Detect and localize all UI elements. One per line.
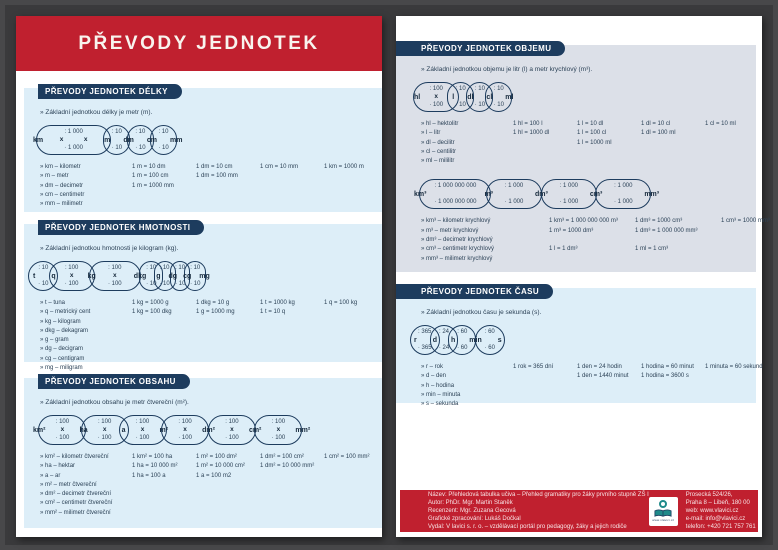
legend-column xyxy=(40,299,132,373)
multiply-factor: · 100 xyxy=(97,435,112,441)
divide-factor: : 10 xyxy=(455,86,466,92)
conversion-bubble xyxy=(595,179,651,209)
unit-label: dm³ xyxy=(535,190,548,198)
equations-column xyxy=(132,299,196,318)
imprint-line: Autor: PhDr. Mgr. Martin Staněk xyxy=(428,499,513,506)
equation: 1 t = 10 q xyxy=(260,309,286,316)
section-header xyxy=(38,220,204,235)
multiply-factor: · 10 xyxy=(135,145,146,151)
equation: 1 dl = 100 ml xyxy=(641,130,676,137)
divide-factor: : 1 000 xyxy=(559,183,579,190)
conversion-diagram xyxy=(414,82,752,112)
equation: 1 den = 24 hodin xyxy=(577,364,622,370)
divide-factor: : 60 xyxy=(484,329,495,335)
equations-column xyxy=(324,163,388,172)
divide-factor: : 100 xyxy=(108,265,122,271)
equation: 1 minuta = 60 sekund xyxy=(705,364,763,370)
conversion-block xyxy=(414,325,763,409)
conversion-bubble xyxy=(541,179,597,209)
unit-label: q xyxy=(51,272,56,280)
legend-item: » mg – miligram xyxy=(40,365,83,372)
equation: 1 l = 1000 ml xyxy=(577,139,612,146)
equation: 1 cm³ = 1000 mm³ xyxy=(721,218,770,225)
legend-item: » r – rok xyxy=(421,364,444,370)
legend-item: » m² – metr čtvereční xyxy=(40,481,97,488)
unit-label: cm² xyxy=(248,426,262,434)
divide-factor: : 10 xyxy=(493,86,504,92)
legend-item: » km² – kilometr čtvereční xyxy=(40,454,109,460)
multiply-factor: · 100 xyxy=(225,435,239,441)
section-header-label: PŘEVODY JEDNOTEK HMOTNOSTI xyxy=(45,223,191,232)
conversion-bubble xyxy=(486,179,542,209)
multiply-factor: · 1 000 xyxy=(504,199,524,206)
divide-factor: : 10 xyxy=(38,265,49,271)
equations-column xyxy=(705,363,769,372)
section-body xyxy=(396,288,763,409)
legend-item: » dm – decimetr xyxy=(40,182,84,189)
section-header xyxy=(396,284,553,299)
conversion-diagram xyxy=(414,179,752,209)
section-header-label: PŘEVODY JEDNOTEK OBJEMU xyxy=(421,44,552,53)
skipped-unit-mark: x xyxy=(83,135,88,143)
contact-line: e-mail: info@vlavici.cz xyxy=(685,516,746,523)
equation: 1 dm³ = 1000 cm³ xyxy=(635,218,683,225)
imprint-line: Název: Přehledová tabulka učiva – Přehled gramatiky pro žáky prvního stupně ZŠ I xyxy=(428,491,649,498)
divide-factor: : 10 xyxy=(146,265,157,271)
legend-column xyxy=(421,363,513,409)
equations-column xyxy=(196,453,260,481)
equations-column xyxy=(260,163,324,172)
skipped-units xyxy=(92,273,138,280)
legend-item: » t – tuna xyxy=(40,300,66,306)
equation: 1 rok = 365 dní xyxy=(513,364,554,370)
divide-factor: : 10 xyxy=(158,129,169,135)
legend-item: » ml – mililitr xyxy=(421,158,455,165)
multiply-factor: · 24 xyxy=(438,345,450,351)
unit-label: cl xyxy=(486,93,493,101)
legend-column xyxy=(40,163,132,209)
imprint-line: Vydal: V lavici s. r. o. – vzdělávací portál pro pedagogy, žáky a jejich rodiče xyxy=(428,524,627,531)
multiply-factor: · 100 xyxy=(429,102,444,108)
legend-item: » km³ – kilometr krychlový xyxy=(421,218,491,225)
equation: 1 km³ = 1 000 000 000 m³ xyxy=(549,218,618,225)
equation: 1 kg = 1000 g xyxy=(132,300,169,306)
unit-label: min xyxy=(469,336,482,344)
unit-label: mm² xyxy=(295,426,311,434)
legend-item: » mm³ – milimetr krychlový xyxy=(421,255,493,262)
equation: 1 dm³ = 1 000 000 mm³ xyxy=(635,227,698,234)
equations-column xyxy=(513,363,577,372)
multiply-factor: · 60 xyxy=(457,345,468,351)
equations-column xyxy=(260,299,324,318)
divide-factor: : 1 000 xyxy=(614,183,633,190)
section-intro: » Základní jednotkou času je sekunda (s). xyxy=(421,309,542,316)
divide-factor: : 365 xyxy=(418,329,432,335)
equation: 1 l = 100 cl xyxy=(577,130,607,137)
legend-item: » m – metr xyxy=(40,173,69,180)
unit-label: km³ xyxy=(414,190,427,198)
unit-label: dkg xyxy=(133,272,147,280)
imprint-line: Grafické zpracování: Lukáš Dočkal xyxy=(428,516,521,523)
equation: 1 dm = 100 mm xyxy=(196,173,238,180)
legend-column xyxy=(40,453,132,518)
skipped-unit-mark: x xyxy=(140,425,145,433)
section-body xyxy=(24,378,382,518)
conversion-diagram xyxy=(33,415,378,445)
conversion-diagram xyxy=(33,125,378,155)
legend-item: » l – litr xyxy=(421,130,441,137)
unit-label: cm³ xyxy=(589,190,603,198)
section-body xyxy=(396,45,770,264)
equations-column xyxy=(260,453,324,472)
divide-factor: : 10 xyxy=(111,129,122,135)
unit-label: hl xyxy=(414,93,421,101)
equation: 1 km² = 100 ha xyxy=(132,454,173,460)
equations-column xyxy=(577,363,641,382)
skipped-unit-mark: x xyxy=(230,425,234,433)
multiply-factor: · 60 xyxy=(484,345,495,351)
legend-item: » dkg – dekagram xyxy=(40,327,89,334)
legend-item: » cm² – centimetr čtvereční xyxy=(40,500,113,507)
legend-item: » kg – kilogram xyxy=(40,318,81,325)
multiply-factor: · 100 xyxy=(178,435,192,441)
conversion-bubble xyxy=(419,179,494,209)
legend-item: » s – sekunda xyxy=(421,401,459,408)
skipped-units xyxy=(41,427,83,434)
equation: 1 m² = 100 dm² xyxy=(196,454,237,460)
skipped-units xyxy=(39,135,111,144)
title-banner xyxy=(16,16,382,71)
equation: 1 m = 1000 mm xyxy=(132,182,174,189)
equation: 1 ha = 10 000 m² xyxy=(132,463,178,470)
equation: 1 hodina = 3600 s xyxy=(641,373,689,380)
skipped-units xyxy=(52,273,92,280)
equation: 1 m = 100 cm xyxy=(132,173,169,180)
multiply-factor: · 365 xyxy=(417,345,432,351)
unit-label: mm³ xyxy=(644,190,660,198)
skipped-unit-mark: x xyxy=(112,271,117,279)
legend-item: » cg – centigram xyxy=(40,355,85,362)
equation: 1 dm = 10 cm xyxy=(196,164,233,170)
equation: 1 hl = 1000 dl xyxy=(513,130,550,137)
multiply-factor: · 10 xyxy=(146,281,157,287)
unit-label: cg xyxy=(183,272,192,280)
right-page xyxy=(396,16,770,537)
section-header xyxy=(38,374,190,389)
equation: 1 hl = 100 l xyxy=(513,121,543,127)
conversion-bubble xyxy=(36,125,111,155)
unit-label: d xyxy=(432,336,438,344)
open-book-icon xyxy=(654,509,672,518)
equations-column xyxy=(641,120,705,139)
legend-item: » dm² – decimetr čtvereční xyxy=(40,491,112,498)
legend-item: » cl – centilitr xyxy=(421,148,457,155)
multiply-factor: · 100 xyxy=(271,435,286,441)
unit-label: ml xyxy=(505,93,514,101)
multiply-factor: · 1 000 000 000 xyxy=(434,199,477,206)
section-length xyxy=(24,88,382,212)
divide-factor: : 100 xyxy=(135,419,150,425)
skipped-units xyxy=(257,427,299,434)
equation: 1 a = 100 m2 xyxy=(196,472,232,479)
legend-item: » q – metrický cent xyxy=(40,309,91,316)
legend-item: » mm² – milimetr čtvereční xyxy=(40,509,111,516)
equation: 1 cm = 10 mm xyxy=(260,164,299,170)
equation: 1 dkg = 10 g xyxy=(196,300,230,306)
legend-equations-row xyxy=(40,163,378,209)
legend-item: » cm³ – centimetr krychlový xyxy=(421,246,495,253)
section-area xyxy=(24,378,382,528)
equation: 1 q = 100 kg xyxy=(324,300,358,306)
legend-equations-row xyxy=(421,120,752,166)
equation: 1 km = 1000 m xyxy=(324,164,364,170)
equations-column xyxy=(705,120,769,129)
legend-column xyxy=(421,217,549,263)
equation xyxy=(635,236,721,245)
equations-column xyxy=(513,120,577,139)
unit-label: mm xyxy=(169,136,183,144)
unit-label: r xyxy=(414,336,417,344)
section-intro: » Základní jednotkou obsahu je metr čtvereční (m²). xyxy=(40,399,189,406)
unit-label: dl xyxy=(467,93,474,101)
legend-item: » g – gram xyxy=(40,337,69,344)
equation: 1 ml = 1 cm³ xyxy=(635,246,669,253)
divide-factor: : 10 xyxy=(159,265,170,271)
unit-label: m³ xyxy=(484,190,494,198)
skipped-unit-mark: x xyxy=(60,425,65,433)
imprint-footer xyxy=(400,490,758,532)
unit-label: s xyxy=(497,336,502,344)
skipped-units xyxy=(164,427,206,434)
divide-factor: : 100 xyxy=(429,86,443,92)
multiply-factor: · 100 xyxy=(55,435,70,441)
unit-label: km xyxy=(33,136,44,144)
multiply-factor: · 10 xyxy=(493,102,504,108)
unit-label: ha xyxy=(79,426,88,434)
equations-column xyxy=(132,453,196,481)
divide-factor: : 100 xyxy=(55,419,70,425)
skipped-units xyxy=(122,427,164,434)
equation: 1 dl = 10 cl xyxy=(641,121,671,127)
unit-label: h xyxy=(451,336,456,344)
skipped-unit-mark: x xyxy=(434,92,439,100)
legend-equations-row xyxy=(421,363,763,409)
legend-equations-row xyxy=(421,217,770,263)
section-time xyxy=(396,287,763,408)
equations-column xyxy=(324,453,388,462)
divide-factor: : 100 xyxy=(97,419,112,425)
vlavici-logo xyxy=(649,497,678,526)
section-intro: » Základní jednotkou hmotnosti je kilogram (kg). xyxy=(40,245,179,252)
equation: 1 dm² = 10 000 mm² xyxy=(260,463,315,470)
equation: 1 kg = 100 dkg xyxy=(132,309,172,316)
skipped-unit-mark: x xyxy=(276,425,281,433)
divide-factor: : 10 xyxy=(135,129,146,135)
unit-label: m xyxy=(104,136,111,144)
equation: 1 cm² = 100 mm² xyxy=(324,454,370,460)
legend-equations-row xyxy=(40,453,378,518)
legend-item: » mm – milimetr xyxy=(40,201,83,208)
section-header-label: PŘEVODY JEDNOTEK DÉLKY xyxy=(45,87,168,96)
logo-url-label: www.vlavici.cz xyxy=(652,518,675,522)
unit-label: dm xyxy=(123,136,134,144)
unit-label: l xyxy=(452,93,455,101)
equation: 1 g = 1000 mg xyxy=(196,309,235,316)
multiply-factor: · 1 000 xyxy=(613,199,633,206)
unit-label: a xyxy=(121,426,126,434)
equations-column xyxy=(196,299,260,318)
equation: 1 hodina = 60 minut xyxy=(641,364,694,370)
multiply-factor: · 10 xyxy=(159,281,170,287)
section-body xyxy=(24,88,382,209)
section-intro: » Základní jednotkou délky je metr (m). xyxy=(40,109,153,116)
equation xyxy=(549,236,635,245)
unit-label: mg xyxy=(199,272,210,280)
divide-factor: : 1 000 xyxy=(64,129,83,135)
legend-item: » a – ar xyxy=(40,472,61,479)
legend-item: » hl – hektolitr xyxy=(421,121,459,127)
multiply-factor: · 10 xyxy=(158,145,169,151)
equation: 1 m = 10 dm xyxy=(132,164,166,170)
section-volume xyxy=(396,44,770,272)
legend-item: » km – kilometr xyxy=(40,164,81,170)
divide-factor: : 10 xyxy=(190,265,201,271)
equation: 1 m³ = 1000 dm³ xyxy=(549,227,594,234)
equation: 1 ha = 100 a xyxy=(132,472,166,479)
unit-label: kg xyxy=(87,272,96,280)
skipped-unit-mark: x xyxy=(69,271,74,279)
equation: 1 m² = 10 000 cm² xyxy=(196,463,245,470)
multiply-factor: · 100 xyxy=(64,281,79,287)
conversion-block xyxy=(33,261,378,373)
equations-column xyxy=(132,163,196,191)
section-header xyxy=(396,41,565,56)
section-mass xyxy=(24,223,382,372)
equation: 1 dm² = 100 cm² xyxy=(260,454,304,460)
section-header-label: PŘEVODY JEDNOTEK OBSAHU xyxy=(45,377,176,386)
divide-factor: : 24 xyxy=(439,329,450,335)
multiply-factor: · 100 xyxy=(135,435,150,441)
divide-factor: : 100 xyxy=(271,419,286,425)
contact-line: Prosecká 524/26, xyxy=(685,491,733,498)
conversion-block xyxy=(414,179,770,263)
legend-item: » dl – decilitr xyxy=(421,139,455,146)
equation: 1 cl = 10 ml xyxy=(705,121,736,127)
skipped-unit-mark: x xyxy=(59,135,64,143)
legend-item: » min – minuta xyxy=(421,391,461,398)
section-header-label: PŘEVODY JEDNOTEK ČASU xyxy=(421,287,540,296)
divide-factor: : 60 xyxy=(457,329,468,335)
divide-factor: : 10 xyxy=(474,86,485,92)
legend-item: » ha – hektar xyxy=(40,463,76,470)
equation: 1 t = 1000 kg xyxy=(260,300,295,306)
divide-factor: : 100 xyxy=(64,265,79,271)
legend-item: » dg – decigram xyxy=(40,346,84,353)
unit-label: m² xyxy=(159,426,169,434)
divide-factor: : 100 xyxy=(178,419,192,425)
equations-column xyxy=(577,120,641,148)
multiply-factor: · 10 xyxy=(175,281,186,287)
skipped-unit-mark: x xyxy=(102,425,107,433)
unit-label: g xyxy=(156,272,161,280)
equations-column xyxy=(721,217,778,226)
equations-column xyxy=(641,363,705,382)
equations-column xyxy=(196,163,260,182)
conversion-diagram xyxy=(33,261,378,291)
divide-factor: : 1 000 xyxy=(504,183,524,190)
conversion-block xyxy=(33,415,378,518)
section-intro: » Základní jednotkou objemu je litr (l) a metr krychlový (m³). xyxy=(421,66,593,73)
page-title: PŘEVODY JEDNOTEK xyxy=(78,32,320,54)
multiply-factor: · 100 xyxy=(107,281,122,287)
conversion-diagram xyxy=(414,325,752,355)
imprint-text xyxy=(428,491,649,531)
divide-factor: : 100 xyxy=(225,419,239,425)
multiply-factor: · 10 xyxy=(455,102,466,108)
multiply-factor: · 10 xyxy=(111,145,123,151)
unit-label: km² xyxy=(33,426,46,434)
legend-item: » cm – centimetr xyxy=(40,191,85,198)
logo-circle-icon xyxy=(659,500,667,508)
legend-item: » dm³ – decimetr krychlový xyxy=(421,237,493,244)
skipped-unit-mark: x xyxy=(183,425,187,433)
legend-item: » d – den xyxy=(421,373,447,380)
multiply-factor: · 1 000 xyxy=(64,145,83,151)
conversion-block xyxy=(414,82,752,166)
equations-column xyxy=(324,299,388,308)
divide-factor: : 1 000 000 000 xyxy=(434,183,477,190)
multiply-factor: · 10 xyxy=(474,102,486,108)
legend-item: » h – hodina xyxy=(421,382,455,389)
imprint-line: Recenzent: Mgr. Zuzana Gecová xyxy=(428,507,516,514)
legend-equations-row xyxy=(40,299,378,373)
skipped-units xyxy=(211,427,253,434)
legend-item: » m³ – metr krychlový xyxy=(421,227,479,234)
legend-column xyxy=(421,120,513,166)
unit-label: t xyxy=(33,272,36,280)
unit-label: cm xyxy=(146,136,157,144)
left-page xyxy=(16,16,382,537)
contact-line: Praha 8 – Libeň, 180 00 xyxy=(685,499,750,506)
multiply-factor: · 10 xyxy=(190,281,201,287)
equations-column xyxy=(635,217,721,254)
equation: 1 den = 1440 minut xyxy=(577,373,629,380)
multiply-factor: · 10 xyxy=(38,281,49,287)
contact-line: web: www.vlavici.cz xyxy=(685,507,739,514)
unit-label: dg xyxy=(168,272,178,280)
section-header xyxy=(38,84,182,99)
equation: 1 l = 10 dl xyxy=(577,121,604,127)
multiply-factor: · 1 000 xyxy=(559,199,579,206)
conversion-block xyxy=(33,125,378,209)
unit-label: dm² xyxy=(202,426,215,434)
divide-factor: : 10 xyxy=(175,265,186,271)
section-body xyxy=(24,224,382,373)
equation: 1 l = 1 dm³ xyxy=(549,246,578,253)
contact-line: telefon: +420 721 757 761 xyxy=(685,524,756,531)
contact-block xyxy=(686,491,764,531)
equations-column xyxy=(549,217,635,254)
